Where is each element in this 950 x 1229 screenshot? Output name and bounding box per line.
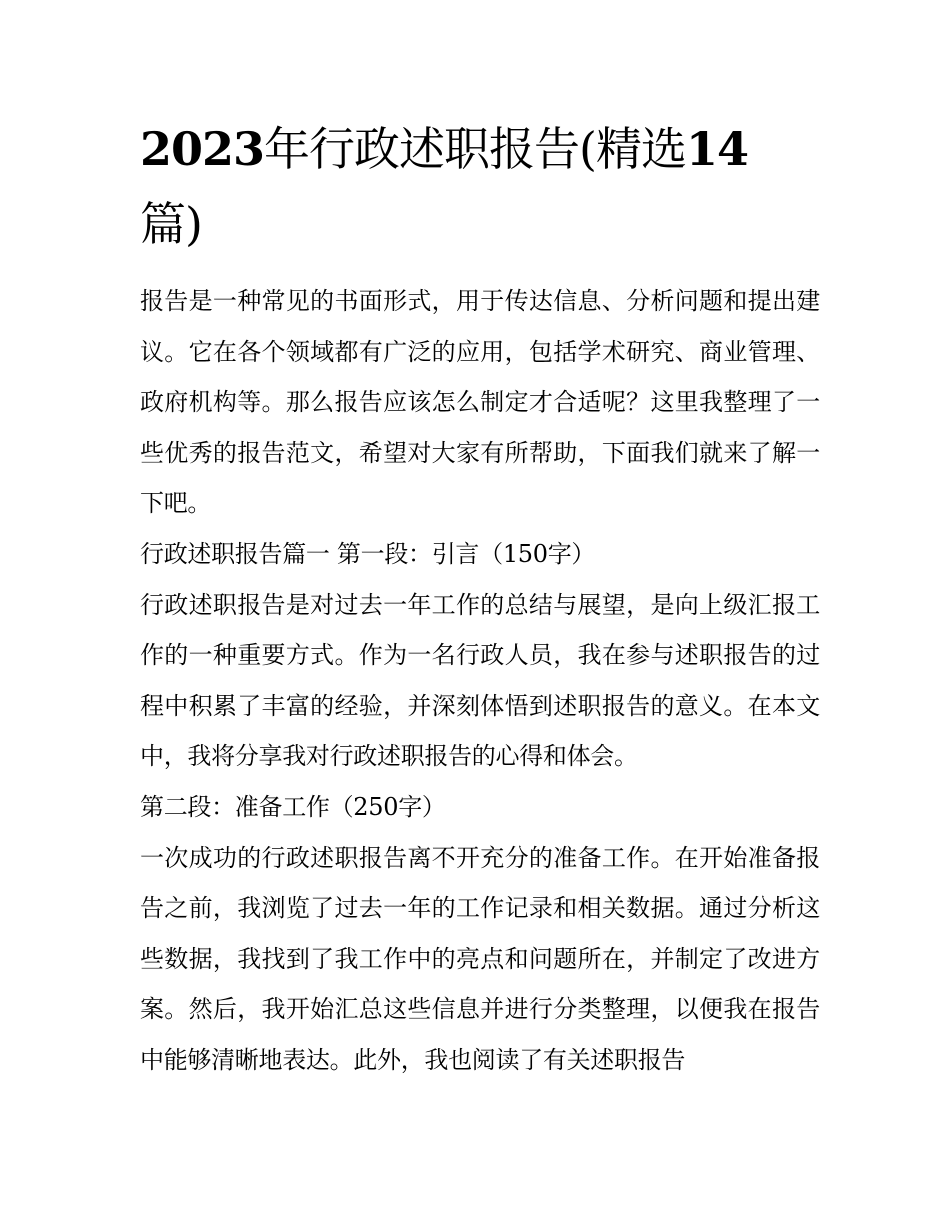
body-paragraph: 一次成功的行政述职报告离不开充分的准备工作。在开始准备报告之前，我浏览了过去一年的工作记录和相关数据。通过分析这些数据，我找到了我工作中的亮点和问题所在，并制定了改进方案。然后，我开始汇总这些信息并进行分类整理，以便我在报告中能够清晰地表达。此外，我也阅读了有关述职报告 (140, 843, 820, 1074)
document-body (140, 276, 820, 1086)
section-heading-introduction: 行政述职报告篇一 第一段：引言（150字） (140, 539, 596, 568)
section-heading-preparation: 第二段：准备工作（250字） (140, 792, 446, 821)
title-year: 2023 (140, 122, 265, 176)
body-paragraph: 行政述职报告是对过去一年工作的总结与展望，是向上级汇报工作的一种重要方式。作为一名行政人员，我在参与述职报告的过程中积累了丰富的经验，并深刻体悟到述职报告的意义。在本文中，我将分享我对行政述职报告的心得和体会。 (140, 590, 820, 771)
intro-paragraph: 报告是一种常见的书面形式，用于传达信息、分析问题和提出建议。它在各个领域都有广泛的应用，包括学术研究、商业管理、政府机构等。那么报告应该怎么制定才合适呢？这里我整理了一些优秀的报告范文，希望对大家有所帮助，下面我们就来了解一下吧。 (140, 287, 820, 518)
title-text: 年行政述职报告(精选 (264, 122, 686, 176)
document-title (140, 112, 820, 262)
title-suffix: 篇) (140, 197, 202, 251)
title-count: 14 (685, 122, 748, 176)
